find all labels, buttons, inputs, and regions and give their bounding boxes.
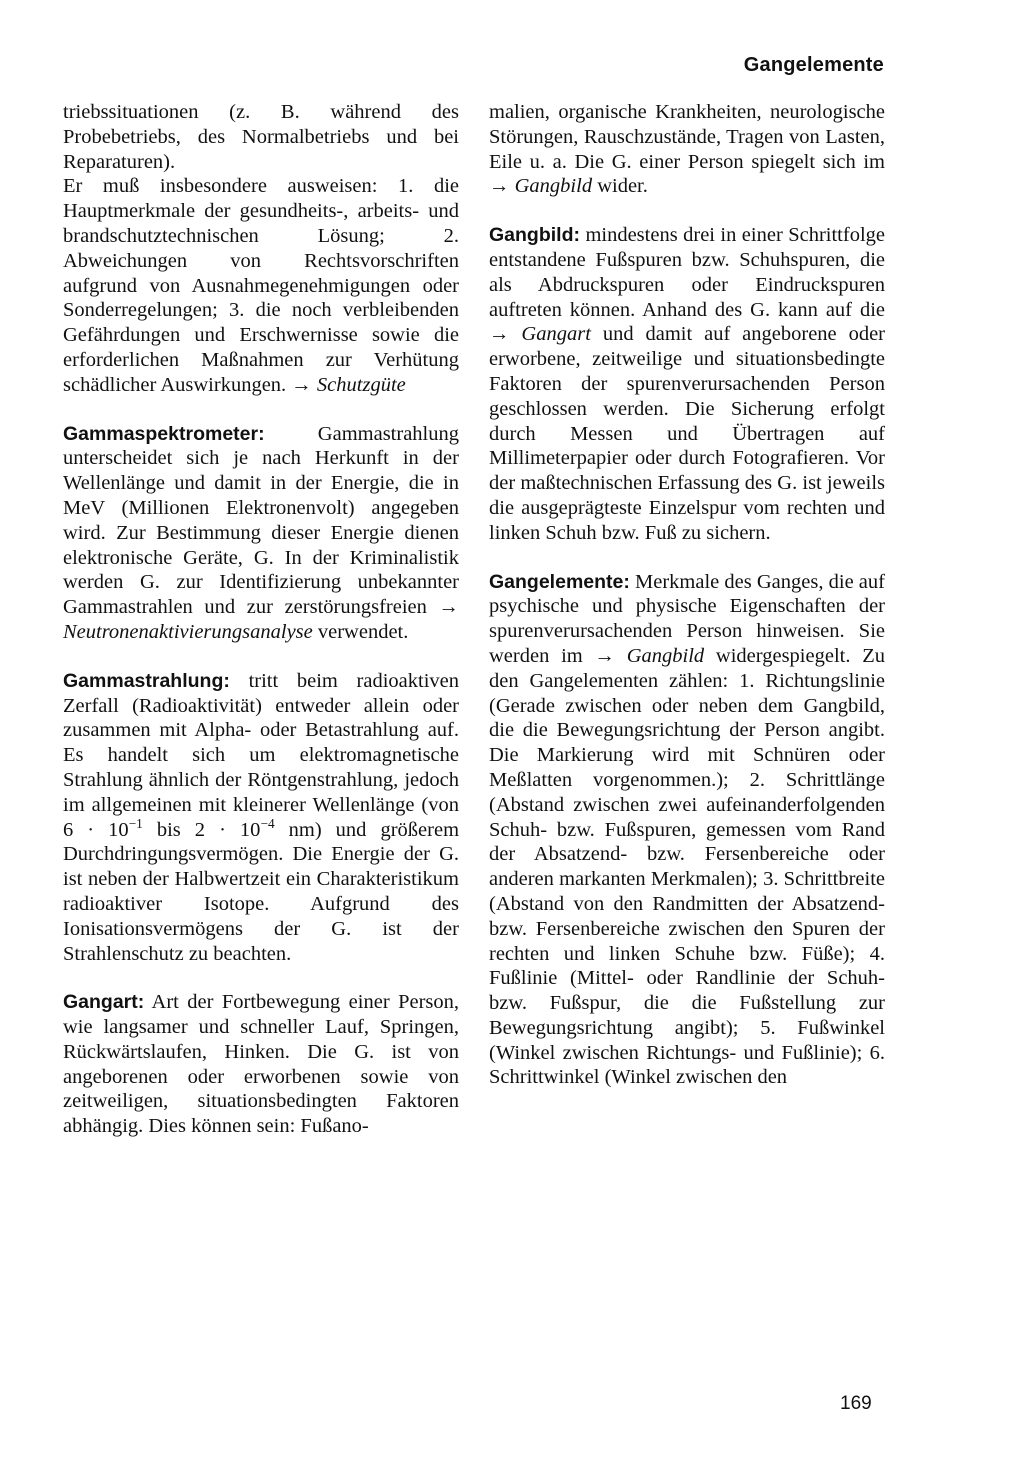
entry-gammastrahlung <box>63 669 459 967</box>
cross-reference: Gangbild <box>626 644 705 667</box>
continued-paragraph: triebssituationen (z. B. während des Probebetriebs, des Normalbetriebs und bei Reparaturen). <box>63 101 459 173</box>
entry-term: Gammaspektrometer: <box>63 422 265 445</box>
entry-term: Gangart: <box>63 991 145 1014</box>
continued-paragraph <box>489 100 885 199</box>
entry-gangelemente <box>489 570 885 1091</box>
entry-text: tritt beim radioaktiven Zerfall (Radioaktivität) entweder allein oder zusammen mit Alpha- oder Betastrahlung auf. Es handelt sich um elektromagnetische Strahlung ähnlich der Röntgenstrahlung, jedoch im allgemeinen mit kleinerer Wellenlänge (von 6 · 10 <box>63 669 459 841</box>
cross-reference-arrow: → <box>286 373 317 396</box>
left-column <box>63 100 459 1139</box>
entry-text: nm) und größerem Durchdringungsvermögen. Die Energie der G. ist neben der Halbwertzeit ein Charakteristikum radioaktiver Isotope. Aufgrund des Ionisationsvermögens der G. ist der Strahlenschutz zu beachten. <box>63 818 460 965</box>
cross-reference: Gangart <box>521 323 591 346</box>
exponent: −1 <box>128 815 143 831</box>
entry-term: Gangbild: <box>489 224 580 247</box>
cross-reference-arrow: → <box>426 596 459 619</box>
cross-reference-arrow: → <box>489 175 515 198</box>
paragraph-text-tail: wider. <box>592 175 648 198</box>
entry-term: Gammastrahlung: <box>63 669 230 692</box>
paragraph-text: Er muß insbesondere ausweisen: 1. die Hauptmerkmale der gesundheits-, arbeits- und brandschutztechnischen Lösung; 2. Abweichungen von Rechtsvorschriften aufgrund von Ausnahmegenehmigungen oder Sonderregelungen; 3. die noch verbleibenden Gefährdungen und Erschwernisse sowie die erforderlichen Maßnahmen zur Verhütung schädlicher Auswirkungen. <box>63 175 459 396</box>
continued-paragraph-list <box>63 174 459 397</box>
running-head: Gangelemente <box>743 54 884 76</box>
exponent: −4 <box>260 815 275 831</box>
entry-text-tail: verwendet. <box>312 620 409 643</box>
entry-text-tail: und damit auf angeborene oder erworbene, zeitweilige und situationsbedingte Faktoren der spurenverursachenden Person geschlossen werden. Die Sicherung erfolgt durch Messen und Übertragen auf Millimeterpapier oder durch Fotografieren. Vor der maßtechnischen Erfassung des G. ist jeweils die ausgeprägteste Einzelspur vom rechten und linken Schuh bzw. Fuß zu sichern. <box>489 323 885 544</box>
entry-term: Gangelemente: <box>489 570 630 593</box>
entry-text-tail: widergespiegelt. Zu den Gangelementen zählen: 1. Richtungslinie (Gerade zwischen oder neben dem Gangbild, die die Bewegungsrichtung der Person angibt. Die Markierung wird mit Schnüren oder Meßlatten vorgenommen.); 2. Schrittlänge (Abstand zwischen zwei aufeinanderfolgenden Schuh- bzw. Fußspuren, gemessen vom Rand der Absatzend- bzw. Fersenbereiche oder anderen markanten Merkmalen); 3. Schrittbreite (Abstand von den Randmitten der Absatzend- bzw. Fersenbereiche zwischen den Spuren der rechten und linken Schuhe bzw. Füße); 4. Fußlinie (Mittel- oder Randlinie der Schuh- bzw. Fußspur, die die Fußstellung zur Bewegungsrichtung angibt); 5. Fußwinkel (Winkel zwischen Richtungs- und Fußlinie); 6. Schrittwinkel (Winkel zwischen den <box>489 644 885 1089</box>
cross-reference: Schutzgüte <box>316 373 406 396</box>
entry-text: Merkmale des Ganges, die auf psychische und physische Eigenschaften der spurenverursachenden Person hinweisen. Sie werden im <box>489 570 885 667</box>
page-number: 169 <box>840 1393 872 1414</box>
cross-reference-arrow: → <box>489 323 522 346</box>
right-column <box>489 100 885 1090</box>
entry-text: mindestens drei in einer Schrittfolge entstandene Fußspuren bzw. Schuhspuren, die als Abdruckspuren oder Eindruckspuren auftreten können. Anhand des G. kann auf die <box>489 224 885 321</box>
entry-text: Gammastrahlung unterscheidet sich je nach Herkunft in der Wellenlänge und damit in der Energie, die in MeV (Millionen Elektronenvolt) angegeben wird. Zur Bestimmung dieser Energie dienen elektronische Geräte, G. In der Kriminalistik werden G. zur Identifizierung unbekannter Gammastrahlen und zur zerstörungsfreien <box>63 422 459 619</box>
cross-reference-arrow: → <box>582 644 627 667</box>
cross-reference: Neutronenaktivierungsanalyse <box>63 620 313 643</box>
cross-reference: Gangbild <box>514 175 593 198</box>
paragraph-text: malien, organische Krankheiten, neurologische Störungen, Rauschzustände, Tragen von Lasten, Eile u. a. Die G. einer Person spiegelt sich im <box>489 101 885 173</box>
entry-text: Art der Fortbewegung einer Person, wie langsamer und schneller Lauf, Springen, Rückwärtslaufen, Hinken. Die G. ist von angeborenen oder erworbenen sowie von zeitweiligen, situationsbedingten Faktoren abhängig. Dies können sein: Fußano- <box>63 991 459 1138</box>
entry-text: bis 2 · 10 <box>142 818 261 841</box>
entry-gammaspektrometer <box>63 422 459 645</box>
entry-gangbild <box>489 223 885 545</box>
entry-gangart <box>63 990 459 1139</box>
